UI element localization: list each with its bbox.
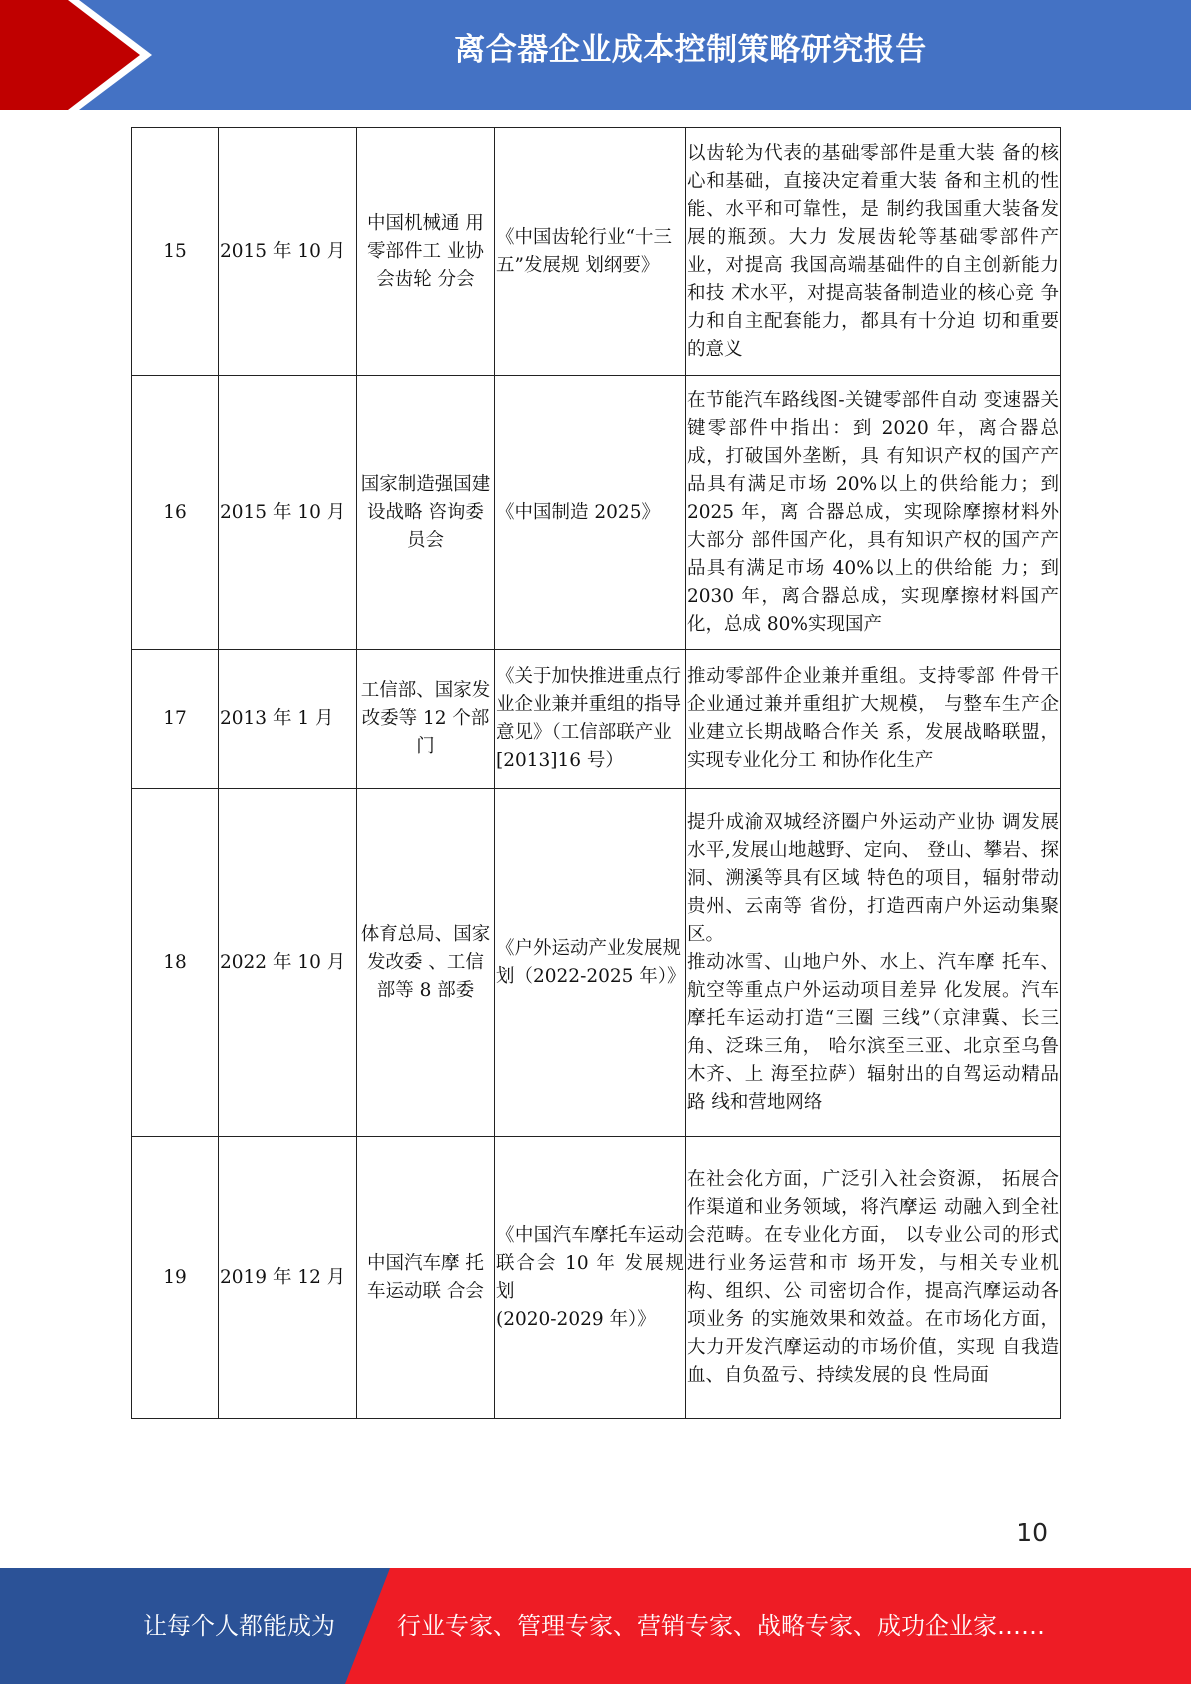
header-chevron	[0, 0, 140, 110]
cell-content: 在节能汽车路线图-关键零部件自动 变速器关键零部件中指出：到 2020 年，离合器总成，打破国外垄断，具 有知识产权的国产产品具有满足市场 20%以上的供给能力；到 2025 年，离 合器总成，实现除摩擦材料外大部分 部件国产化，具有知识产权的国产产 品具有满足市场 40%以上的供给能 力；到 2030 年，离合器总成，实现摩擦材料国产化，总成 80%实现国产	[686, 376, 1061, 650]
cell-number: 18	[132, 789, 219, 1137]
cell-document: 《中国齿轮行业“十三五”发展规 划纲要》	[495, 128, 686, 376]
table-row	[132, 1137, 1061, 1419]
cell-number: 16	[132, 376, 219, 650]
cell-content: 推动零部件企业兼并重组。支持零部 件骨干企业通过兼并重组扩大规模， 与整车生产企业建立长期战略合作关 系，发展战略联盟，实现专业化分工 和协作化生产	[686, 650, 1061, 789]
cell-date: 2019 年 12 月	[219, 1137, 357, 1419]
cell-org: 工信部、国家发改委等 12 个部门	[357, 650, 495, 789]
document-title: 《中国汽车摩托车运动联合会 10 年 发展规划	[496, 1224, 684, 1302]
table-row	[132, 789, 1061, 1137]
cell-content: 以齿轮为代表的基础零部件是重大装 备的核心和基础，直接决定着重大装 备和主机的性能、水平和可靠性，是 制约我国重大装备发展的瓶颈。大力 发展齿轮等基础零部件产业，对提高 我国高端基础件的自主创新能力和技 术水平，对提高装备制造业的核心竞 争力和自主配套能力，都具有十分迫 切和重要的意义	[686, 128, 1061, 376]
policy-table	[131, 127, 1061, 1419]
page-title: 离合器企业成本控制策略研究报告	[454, 32, 927, 68]
footer-slogan-right: 行业专家、管理专家、营销专家、战略专家、成功企业家……	[397, 1612, 1045, 1640]
table-row	[132, 128, 1061, 376]
cell-document	[495, 1137, 686, 1419]
cell-content: 在社会化方面，广泛引入社会资源， 拓展合作渠道和业务领域，将汽摩运 动融入到全社会范畴。在专业化方面， 以专业公司的形式进行业务运营和市 场开发，与相关专业机构、组织、公 司密切合作，提高汽摩运动各项业务 的实施效果和效益。在市场化方面， 大力开发汽摩运动的市场价值，实现 自我造血、自负盈亏、持续发展的良 性局面	[686, 1137, 1061, 1419]
table-row	[132, 376, 1061, 650]
cell-date: 2015 年 10 月	[219, 376, 357, 650]
cell-document: 《户外运动产业发展规划（2022-2025 年）》	[495, 789, 686, 1137]
page-number: 10	[1016, 1518, 1048, 1547]
cell-number: 15	[132, 128, 219, 376]
cell-document: 《关于加快推进重点行业企业兼并重组的指导意见》（工信部联产业 [2013]16 号）	[495, 650, 686, 789]
cell-org: 中国汽车摩 托车运动联 合会	[357, 1137, 495, 1419]
footer-slogan-left: 让每个人都能成为	[143, 1612, 335, 1640]
cell-org: 中国机械通 用零部件工 业协会齿轮 分会	[357, 128, 495, 376]
cell-number: 17	[132, 650, 219, 789]
content-paragraph: 提升成渝双城经济圈户外运动产业协 调发展水平,发展山地越野、定向、 登山、攀岩、探洞、溯溪等具有区域 特色的项目，辐射带动贵州、云南等 省份，打造西南户外运动集聚区。	[687, 811, 1059, 945]
cell-org: 体育总局、国家发改委 、工信部等 8 部委	[357, 789, 495, 1137]
cell-date: 2015 年 10 月	[219, 128, 357, 376]
cell-date: 2022 年 10 月	[219, 789, 357, 1137]
table-row	[132, 650, 1061, 789]
page-footer	[0, 1568, 1191, 1684]
cell-number: 19	[132, 1137, 219, 1419]
content-paragraph: 推动冰雪、山地户外、水上、汽车摩 托车、航空等重点户外运动项目差异 化发展。汽车摩托车运动打造“三圈 三线”（京津冀、长三角、泛珠三角， 哈尔滨至三亚、北京至乌鲁木齐、上 海至拉萨）辐射出的自驾运动精品路 线和营地网络	[687, 951, 1059, 1113]
page-header	[0, 0, 1191, 110]
document-period: (2020-2029 年）》	[496, 1308, 656, 1330]
cell-org: 国家制造强国建设战略 咨询委员会	[357, 376, 495, 650]
cell-date: 2013 年 1 月	[219, 650, 357, 789]
cell-document: 《中国制造 2025》	[495, 376, 686, 650]
cell-content	[686, 789, 1061, 1137]
